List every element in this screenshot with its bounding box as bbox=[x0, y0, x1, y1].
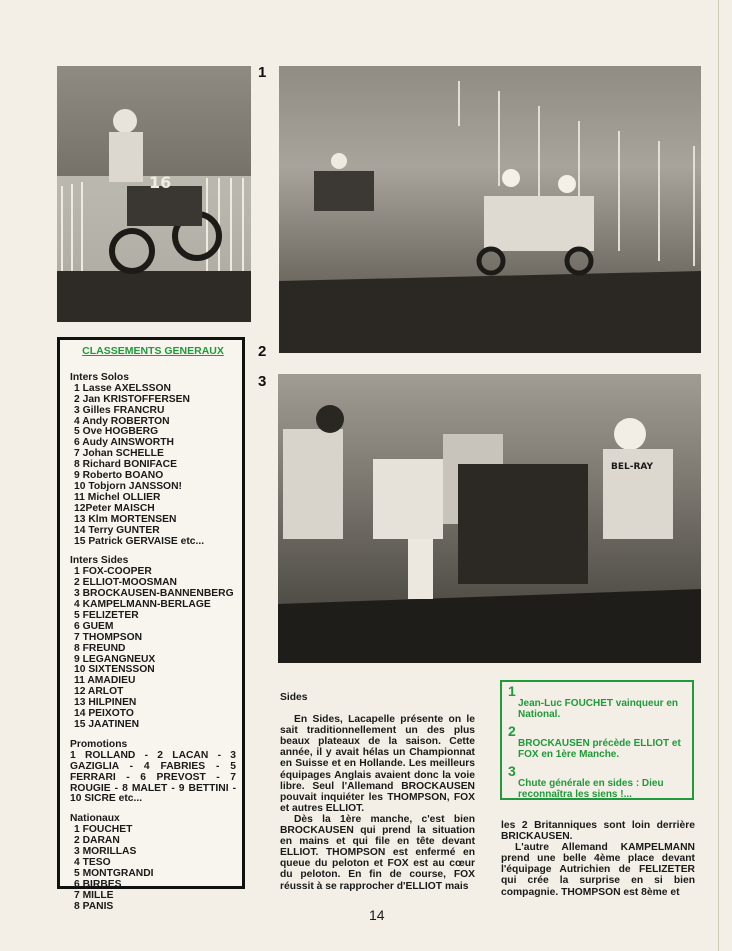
list-item: 11 Michel OLLIER bbox=[74, 491, 161, 503]
list-item: 8 Richard BONIFACE bbox=[74, 459, 177, 471]
photo-number-3: 3 bbox=[258, 373, 267, 390]
article-heading: Sides bbox=[280, 692, 308, 703]
list-item: 5 FELIZETER bbox=[74, 609, 139, 621]
list-item: 8 FREUND bbox=[74, 642, 126, 654]
list-item: 11 AMADIEU bbox=[74, 675, 136, 687]
page-number: 14 bbox=[369, 907, 385, 923]
caption-text: BROCKAUSEN précède ELLIOT et FOX en 1ère Manche. bbox=[518, 738, 681, 760]
list-item: 14 Terry GUNTER bbox=[74, 524, 160, 536]
list-item: 10 SIXTENSSON bbox=[74, 664, 155, 676]
list-item: 15 Patrick GERVAISE etc... bbox=[74, 535, 205, 547]
list-item: 1 FOUCHET bbox=[74, 824, 133, 836]
list-item: 6 BIRBES bbox=[74, 878, 122, 890]
photo-number-2: 2 bbox=[258, 343, 267, 360]
list-item: 4 KAMPELMANN-BERLAGE bbox=[74, 599, 211, 611]
list-item: 2 DARAN bbox=[74, 835, 120, 847]
list-item: 6 GUEM bbox=[74, 620, 114, 632]
photo-solo-rider bbox=[57, 66, 251, 322]
list-item: 2 Jan KRISTOFFERSEN bbox=[74, 393, 190, 405]
caption-number: 1 bbox=[508, 683, 516, 699]
svg-text:16: 16 bbox=[149, 173, 172, 192]
promotions-results: 1 ROLLAND - 2 LACAN - 3 GAZIGLIA - 4 FABRIES - 5 FERRARI - 6 PREVOST - 7 ROUGIE - 8 MALET - 9 BETTINI - 10 SICRE etc... bbox=[70, 749, 236, 805]
list-item: 4 TESO bbox=[74, 856, 111, 868]
section-inters-sides bbox=[70, 556, 236, 731]
list-item: 7 MILLE bbox=[74, 889, 114, 901]
section-inters-solos bbox=[70, 373, 236, 548]
list-item: 3 MORILLAS bbox=[74, 846, 137, 858]
caption-number: 2 bbox=[508, 723, 516, 739]
list-item: 2 ELLIOT-MOOSMAN bbox=[74, 577, 177, 589]
section-heading-nationaux: Nationaux bbox=[70, 813, 120, 825]
list-item: 12Peter MAISCH bbox=[74, 502, 155, 514]
page-fold-line bbox=[718, 0, 719, 951]
section-heading-promotions: Promotions bbox=[70, 738, 128, 750]
list-item: 3 BROCKAUSEN-BANNENBERG bbox=[74, 588, 234, 600]
photo-captions-box bbox=[500, 680, 694, 800]
article-column-right bbox=[501, 820, 695, 898]
list-item: 5 Ove HOGBERG bbox=[74, 426, 159, 438]
svg-text:BEL-RAY: BEL-RAY bbox=[611, 462, 654, 472]
list-item: 3 Gilles FRANCRU bbox=[74, 404, 165, 416]
list-item: 1 FOX-COOPER bbox=[74, 566, 152, 578]
list-item: 6 Audy AINSWORTH bbox=[74, 437, 174, 449]
photo-number-1: 1 bbox=[258, 64, 267, 81]
section-heading-inters-sides: Inters Sides bbox=[70, 555, 129, 567]
section-nationaux bbox=[70, 814, 236, 912]
list-item: 14 PEIXOTO bbox=[74, 708, 134, 720]
classements-box bbox=[57, 337, 245, 912]
photo-sidecars-race bbox=[279, 66, 701, 353]
classements-title: CLASSEMENTS GENERAUX bbox=[82, 345, 224, 357]
section-heading-inters-solos: Inters Solos bbox=[70, 371, 129, 383]
list-item: 4 Andy ROBERTON bbox=[74, 415, 170, 427]
caption-text: Jean-Luc FOUCHET vainqueur en National. bbox=[518, 698, 679, 720]
photo-sidecar-crash bbox=[278, 374, 701, 663]
list-item: 9 Roberto BOANO bbox=[74, 470, 164, 482]
list-item: 9 LEGANGNEUX bbox=[74, 653, 156, 665]
article-column-left bbox=[280, 692, 475, 892]
list-item: 7 Johan SCHELLE bbox=[74, 448, 164, 460]
article-paragraph: Dès la 1ère manche, c'est bien BROCKAUSEN qui prend la situation en mains et qui file en tête devant ELLIOT. THOMPSON est enfermé en queue du peloton et FOX est au cœur du peloton. En fin de course, FOX réussit à se rapprocher d'ELLIOT mais bbox=[280, 813, 475, 892]
list-item: 10 Tobjorn JANSSON! bbox=[74, 480, 182, 492]
article-paragraph: L'autre Allemand KAMPELMANN prend une belle 4ème place devant l'équipage Autrichien de FELIZETER qui crée la surprise en si bien compagnie. THOMPSON est 8ème et bbox=[501, 842, 695, 898]
section-promotions bbox=[70, 740, 236, 805]
list-item: 13 Klm MORTENSEN bbox=[74, 513, 177, 525]
list-item: 12 ARLOT bbox=[74, 686, 124, 698]
list-item: 15 JAATINEN bbox=[74, 719, 140, 730]
article-paragraph: les 2 Britanniques sont loin derrière BRICKAUSEN. bbox=[501, 820, 695, 843]
list-item: 13 HILPINEN bbox=[74, 697, 137, 709]
list-item: 5 MONTGRANDI bbox=[74, 867, 154, 879]
article-paragraph: En Sides, Lacapelle présente on le sait traditionnellement un des plus beaux plateaux de la saison. Cette année, il y avait hélas un Championnat en Suisse et en Hollande. Les meilleurs équipages Anglais avaient donc la voie libre. Seul l'Allemand BROCKAUSEN pouvait inquiéter les THOMPSON, FOX et autres ELLIOT. bbox=[280, 714, 475, 814]
caption-text: Chute générale en sides : Dieu reconnaîtra les siens !... bbox=[518, 778, 664, 800]
list-item: 8 PANIS bbox=[74, 900, 114, 912]
list-item: 1 Lasse AXELSSON bbox=[74, 382, 171, 394]
caption-number: 3 bbox=[508, 763, 516, 779]
list-item: 7 THOMPSON bbox=[74, 631, 143, 643]
